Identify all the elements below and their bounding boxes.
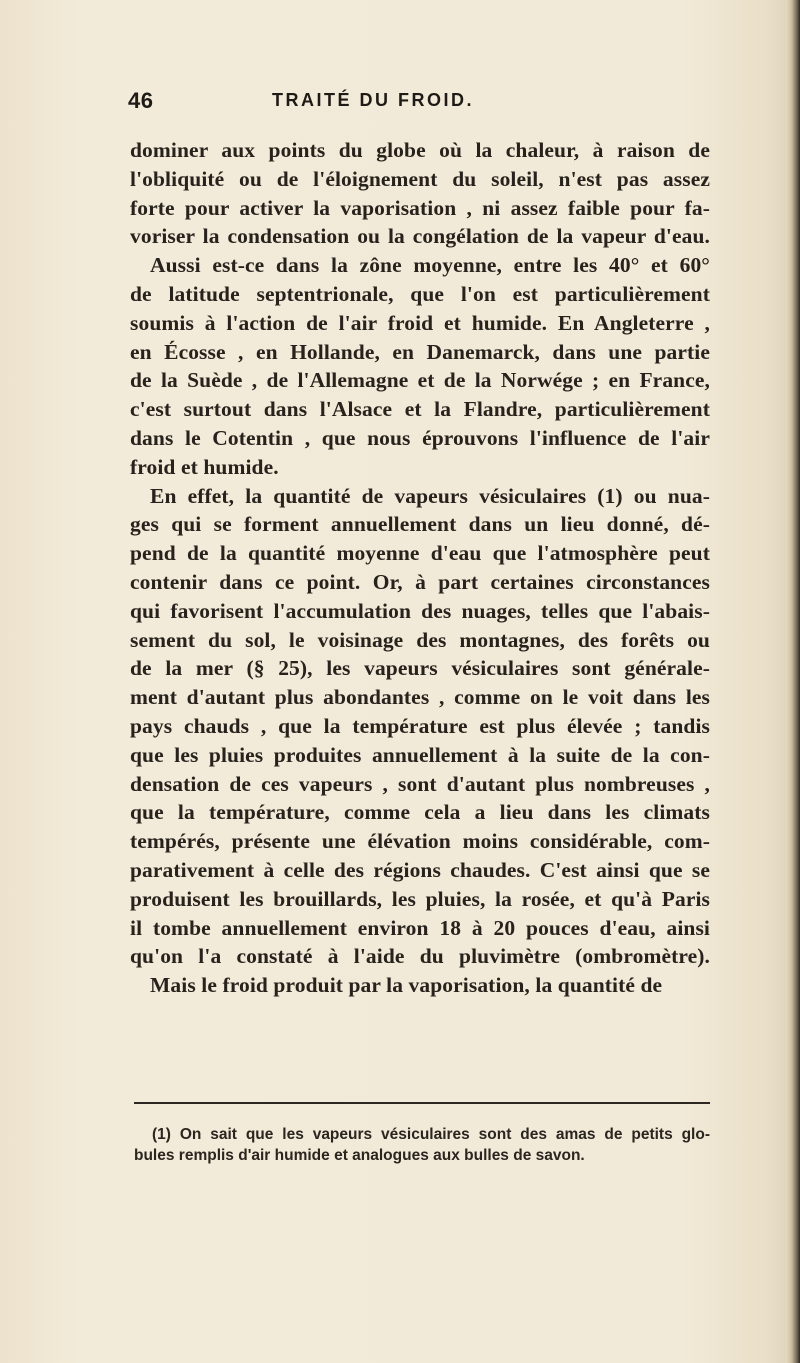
footnote xyxy=(134,1124,710,1166)
footnote-separator xyxy=(134,1102,710,1104)
text-line: qu'on l'a constaté à l'aide du pluvimètre (ombromètre). xyxy=(130,944,710,969)
text-line: soumis à l'action de l'air froid et humide. En Angleterre , xyxy=(130,310,710,335)
text-line: que la température, comme cela a lieu dans les climats xyxy=(130,800,710,825)
text-line: parativement à celle des régions chaudes. C'est ainsi que se xyxy=(130,857,710,882)
page-edge-shadow xyxy=(786,0,800,1363)
footnote-line: bules remplis d'air humide et analogues aux bulles de savon. xyxy=(134,1147,585,1164)
text-line: En effet, la quantité de vapeurs vésiculaires (1) ou nua- xyxy=(150,483,710,508)
text-line: froid et humide. xyxy=(130,454,279,479)
text-line: Mais le froid produit par la vaporisation, la quantité de xyxy=(150,973,663,998)
text-line: l'obliquité ou de l'éloignement du soleil, n'est pas assez xyxy=(130,166,710,191)
text-line: forte pour activer la vaporisation , ni assez faible pour fa- xyxy=(130,195,710,220)
text-line: ment d'autant plus abondantes , comme on le voit dans les xyxy=(130,685,710,710)
text-line: voriser la condensation ou la congélation de la vapeur d'eau. xyxy=(130,224,710,249)
text-line: tempérés, présente une élévation moins considérable, com- xyxy=(130,829,710,854)
text-line: que les pluies produites annuellement à la suite de la con- xyxy=(130,742,710,767)
footnote-line: (1) On sait que les vapeurs vésiculaires sont des amas de petits glo- xyxy=(152,1126,710,1143)
running-header xyxy=(128,88,698,118)
text-line: qui favorisent l'accumulation des nuages, telles que l'abais- xyxy=(130,598,710,623)
text-line: en Écosse , en Hollande, en Danemarck, dans une partie xyxy=(130,339,710,364)
text-line: produisent les brouillards, les pluies, la rosée, et qu'à Paris xyxy=(130,886,710,911)
text-line: de latitude septentrionale, que l'on est particulièrement xyxy=(130,281,710,306)
text-line: ges qui se forment annuellement dans un lieu donné, dé- xyxy=(130,512,710,537)
text-line: de la Suède , de l'Allemagne et de la Norwége ; en France, xyxy=(130,368,710,393)
text-line: pays chauds , que la température est plus élevée ; tandis xyxy=(130,713,710,738)
page-number: 46 xyxy=(128,88,154,113)
body-text xyxy=(130,136,710,1000)
text-line: c'est surtout dans l'Alsace et la Flandre, particulièrement xyxy=(130,397,710,422)
text-line: dominer aux points du globe où la chaleur, à raison de xyxy=(130,138,710,162)
text-line: contenir dans ce point. Or, à part certaines circonstances xyxy=(130,569,710,594)
text-line: il tombe annuellement environ 18 à 20 pouces d'eau, ainsi xyxy=(130,915,710,940)
text-line: sement du sol, le voisinage des montagnes, des forêts ou xyxy=(130,627,710,652)
text-line: pend de la quantité moyenne d'eau que l'atmosphère peut xyxy=(130,541,710,566)
running-title: TRAITÉ DU FROID. xyxy=(272,90,474,110)
text-line: Aussi est-ce dans la zône moyenne, entre les 40° et 60° xyxy=(150,253,710,278)
text-line: densation de ces vapeurs , sont d'autant plus nombreuses , xyxy=(130,771,710,796)
text-line: dans le Cotentin , que nous éprouvons l'influence de l'air xyxy=(130,425,710,450)
text-line: de la mer (§ 25), les vapeurs vésiculaires sont générale- xyxy=(130,656,710,681)
